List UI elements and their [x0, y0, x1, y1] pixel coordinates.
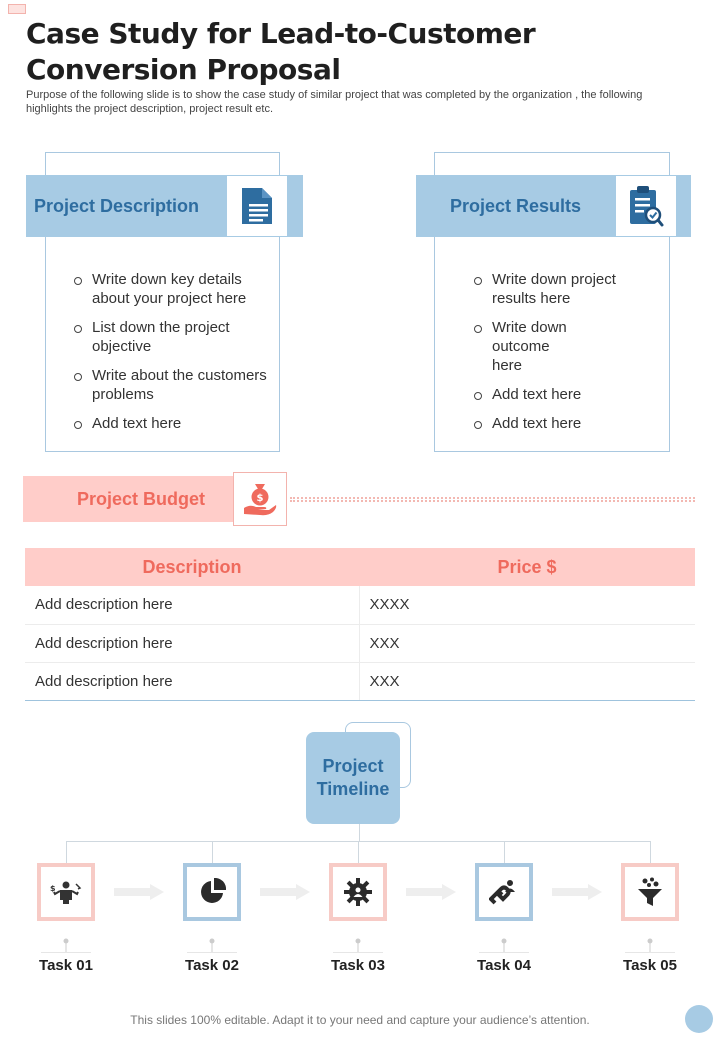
- timeline-drop: [650, 841, 651, 863]
- magnet-user-icon: [489, 877, 519, 907]
- table-cell-price: XXX: [359, 662, 695, 700]
- task-underline: [187, 952, 237, 953]
- dotted-divider: [290, 497, 695, 502]
- table-cell-price: XXXX: [359, 586, 695, 624]
- task-04-label: Task 04: [477, 957, 531, 974]
- money-bag-hand-icon: [233, 472, 287, 526]
- funnel-icon: [636, 877, 664, 907]
- task-02-box: [183, 863, 241, 921]
- table-cell-price: XXX: [359, 624, 695, 662]
- pin-icon: [209, 938, 215, 952]
- gear-icon: [343, 877, 373, 907]
- task-04-box: [475, 863, 533, 921]
- project-results-list: [472, 270, 652, 443]
- timeline-connector: [359, 824, 360, 841]
- pin-icon: [355, 938, 361, 952]
- arrow-right-icon: [114, 884, 164, 900]
- timeline-title-line-1: Project: [322, 756, 384, 776]
- arrow-right-icon: [552, 884, 602, 900]
- corner-tab: [8, 4, 26, 14]
- list-item: Write down project results here: [472, 270, 652, 308]
- task-underline: [333, 952, 383, 953]
- table-row: [25, 624, 695, 662]
- task-03-box: [329, 863, 387, 921]
- list-item: Add text here: [72, 414, 272, 433]
- list-item: Write down outcome here: [472, 318, 652, 375]
- table-row: [25, 662, 695, 700]
- svg-text:$: $: [256, 493, 264, 504]
- task-05-label: Task 05: [623, 957, 677, 974]
- pin-icon: [647, 938, 653, 952]
- project-budget-title: Project Budget: [77, 489, 206, 509]
- footer-note: This slides 100% editable. Adapt it to your need and capture your audience’s attention.: [130, 1013, 590, 1027]
- project-results-title: Project Results: [450, 196, 582, 216]
- pin-icon: [63, 938, 69, 952]
- timeline-drop: [212, 841, 213, 863]
- task-05-box: [621, 863, 679, 921]
- list-item: Add text here: [472, 385, 652, 404]
- list-item: Write about the customers problems: [72, 366, 272, 404]
- pin-icon: [501, 938, 507, 952]
- arrow-right-icon: [260, 884, 310, 900]
- title-line-1: Case Study for Lead-to-Customer: [26, 17, 536, 50]
- page-indicator: [685, 1005, 713, 1033]
- list-item: List down the project objective: [72, 318, 272, 356]
- list-item: Write down key details about your project here: [72, 270, 272, 308]
- timeline-drop: [358, 841, 359, 863]
- page-title: [26, 16, 626, 88]
- timeline-drop: [66, 841, 67, 863]
- task-01-box: [37, 863, 95, 921]
- timeline-title-line-2: Timeline: [316, 779, 390, 799]
- list-item: Add text here: [472, 414, 652, 433]
- page-subtitle: Purpose of the following slide is to show the case study of similar project that was completed by the organization , the following highlights the project description, project result etc.: [26, 89, 643, 115]
- project-description-title: Project Description: [34, 196, 200, 216]
- table-cell-description: Add description here: [25, 662, 359, 700]
- clipboard-search-icon: [616, 176, 676, 236]
- svg-text:$: $: [50, 884, 56, 893]
- businessman-icon: [49, 880, 83, 904]
- document-icon: [227, 176, 287, 236]
- table-cell-description: Add description here: [25, 624, 359, 662]
- task-01-label: Task 01: [39, 957, 93, 974]
- task-03-label: Task 03: [331, 957, 385, 974]
- arrow-right-icon: [406, 884, 456, 900]
- table-cell-description: Add description here: [25, 586, 359, 624]
- timeline-drop: [504, 841, 505, 863]
- project-timeline-box: [306, 732, 400, 824]
- task-02-label: Task 02: [185, 957, 239, 974]
- task-underline: [479, 952, 529, 953]
- project-description-list: [72, 270, 272, 443]
- pie-chart-icon: [198, 878, 226, 906]
- budget-table: [25, 548, 695, 701]
- table-header-price: Price $: [359, 548, 695, 586]
- table-row: [25, 586, 695, 624]
- task-underline: [625, 952, 675, 953]
- table-header-description: Description: [25, 548, 359, 586]
- title-line-2: Conversion Proposal: [26, 53, 341, 86]
- task-underline: [41, 952, 91, 953]
